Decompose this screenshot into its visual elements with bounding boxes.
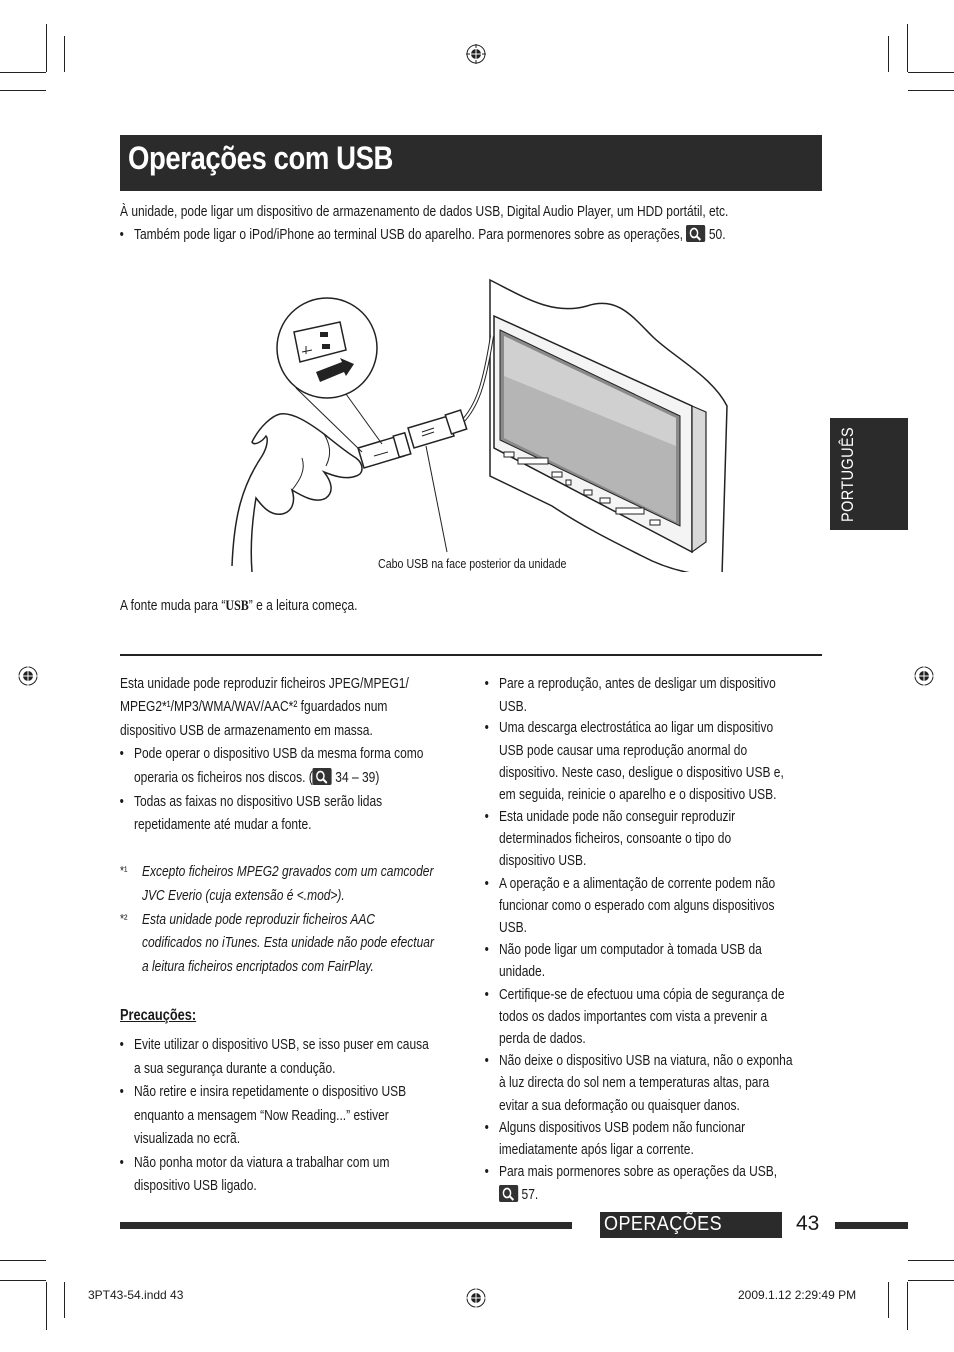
registration-mark-icon [18, 666, 38, 686]
right-bullet-continued: funcionar como o esperado com alguns dispositivos [499, 897, 775, 914]
magnifier-reference-icon [686, 225, 705, 242]
bullet-item: • Todas as faixas no dispositivo USB serão lidas [134, 790, 382, 813]
right-bullet-continued: evitar a sua deformação ou quaisquer danos. [499, 1097, 740, 1114]
right-bullet-continued: imediatamente após ligar a corrente. [499, 1141, 694, 1158]
precaution-item-continued: visualizada no ecrã. [134, 1130, 241, 1147]
registration-mark-icon [466, 44, 486, 64]
right-bullet-item: • Alguns dispositivos USB podem não funcionar [499, 1116, 745, 1139]
crop-mark [64, 36, 65, 72]
right-bullet-continued: determinados ficheiros, consoante o tipo do [499, 830, 732, 847]
right-bullet-continued: à luz directa do sol nem a temperaturas altas, para [499, 1074, 770, 1091]
intro-text: À unidade, pode ligar um dispositivo de armazenamento de dados USB, Digital Audio Player, um HDD portátil, etc. [120, 203, 729, 220]
crop-mark [0, 1260, 46, 1261]
crop-mark [888, 1282, 889, 1318]
source-change-text: A fonte muda para “USB” e a leitura começa. [120, 597, 358, 614]
section-divider [120, 654, 822, 656]
right-bullet-continued: em seguida, reinicie o aparelho e o dispositivo USB. [499, 786, 777, 803]
intro-bullet-text: • Também pode ligar o iPod/iPhone ao terminal USB do aparelho. Para pormenores sobre as operações, [134, 226, 683, 243]
footnote-text: JVC Everio (cuja extensão é <.mod>). [142, 887, 345, 904]
cable-caption: Cabo USB na face posterior da unidade [378, 556, 567, 571]
right-bullet-item: • A operação e a alimentação de corrente podem não [499, 872, 775, 895]
right-bullet-item: • Uma descarga electrostática ao ligar um dispositivo [499, 716, 773, 739]
intro-bullet [134, 223, 726, 246]
crop-mark [46, 24, 47, 72]
crop-mark [64, 1282, 65, 1318]
page-title: Operações com USB [128, 140, 393, 176]
precaution-item: • Não ponha motor da viatura a trabalhar com um [134, 1151, 389, 1174]
crop-mark [46, 1282, 47, 1330]
language-tab-label: PORTUGUÊS [838, 426, 857, 522]
crop-mark [0, 1280, 46, 1281]
right-bullet-continued: 57. [499, 1183, 538, 1206]
usb-socket-connector [408, 410, 467, 448]
right-bullet-continued: dispositivo. Neste caso, desligue o dispositivo USB e, [499, 764, 784, 781]
right-bullet-item: • Certifique-se de efectuou uma cópia de segurança de [499, 983, 785, 1006]
right-bullet-continued: USB. [499, 919, 528, 936]
bullet-item-continued: operaria os ficheiros nos discos. ( 34 – 39) [134, 769, 380, 786]
usb-memory-stick [358, 433, 411, 468]
magnifier-reference-icon [499, 1185, 518, 1202]
crop-mark [908, 1260, 954, 1261]
crop-mark [888, 36, 889, 72]
usb-connection-illustration [222, 276, 742, 572]
right-bullet-item: • Não deixe o dispositivo USB na viatura, não o exponha [499, 1049, 793, 1072]
hand-illustration [232, 414, 362, 572]
right-bullet-item: • Para mais pormenores sobre as operações da USB, [499, 1160, 777, 1183]
bullet-item-continued: repetidamente até mudar a fonte. [134, 816, 312, 833]
footnote-text: codificados no iTunes. Esta unidade não pode efectuar [142, 934, 434, 951]
footnote-text: Esta unidade pode reproduzir ficheiros AAC [142, 911, 376, 928]
usb-source-label: USB [225, 598, 249, 614]
bullet-item: • Pode operar o dispositivo USB da mesma forma como [134, 742, 423, 765]
precaution-item: • Não retire e insira repetidamente o dispositivo USB [134, 1080, 406, 1103]
right-bullet-continued: USB. [499, 698, 528, 715]
footnote-text: Excepto ficheiros MPEG2 gravados com um camcoder [142, 863, 434, 880]
page-number: 43 [796, 1212, 820, 1235]
right-bullet-continued: perda de dados. [499, 1030, 586, 1047]
crop-mark [907, 1282, 908, 1330]
right-bullet-item: • Pare a reprodução, antes de desligar um dispositivo [499, 672, 776, 695]
right-bullet-item: • Não pode ligar um computador à tomada USB da [499, 938, 762, 961]
left-col-line: Esta unidade pode reproduzir ficheiros JPEG/MPEG1/ [120, 675, 409, 692]
footer-bar [120, 1222, 572, 1229]
left-col-line: MPEG2*¹/MP3/WMA/WAV/AAC*² fguardados num [120, 698, 388, 715]
magnifier-reference-icon [313, 768, 332, 785]
right-bullet-continued: USB pode causar uma reprodução anormal do [499, 742, 748, 759]
footnote-marker: *² [120, 911, 128, 926]
crop-mark [907, 24, 908, 72]
footnote-marker: *¹ [120, 863, 128, 878]
right-bullet-item: • Esta unidade pode não conseguir reproduzir [499, 805, 735, 828]
registration-mark-icon [914, 666, 934, 686]
right-bullet-continued: unidade. [499, 963, 546, 980]
right-bullet-continued: todos os dados importantes com vista a prevenir a [499, 1008, 768, 1025]
precaution-item: • Evite utilizar o dispositivo USB, se isso puser em causa [134, 1033, 429, 1056]
footnote-text: a leitura ficheiros encriptados com FairPlay. [142, 958, 374, 975]
intro-page-ref: 50. [708, 226, 726, 243]
precaution-item-continued: a sua segurança durante a condução. [134, 1060, 336, 1077]
crop-mark [908, 72, 954, 73]
precaution-item-continued: enquanto a mensagem “Now Reading...” estiver [134, 1107, 389, 1124]
crop-mark [0, 72, 46, 73]
registration-mark-icon [466, 1288, 486, 1308]
crop-mark [908, 1280, 954, 1281]
right-bullet-continued: dispositivo USB. [499, 852, 587, 869]
footer-bar [835, 1222, 908, 1229]
print-slug-left: 3PT43-54.indd 43 [88, 1288, 184, 1302]
crop-mark [0, 90, 46, 91]
crop-mark [908, 90, 954, 91]
section-label: OPERAÇÕES [604, 1213, 723, 1235]
left-col-line: dispositivo USB de armazenamento em massa. [120, 722, 373, 739]
precautions-heading: Precauções: [120, 1007, 197, 1024]
print-slug-right: 2009.1.12 2:29:49 PM [738, 1288, 857, 1302]
precaution-item-continued: dispositivo USB ligado. [134, 1177, 257, 1194]
